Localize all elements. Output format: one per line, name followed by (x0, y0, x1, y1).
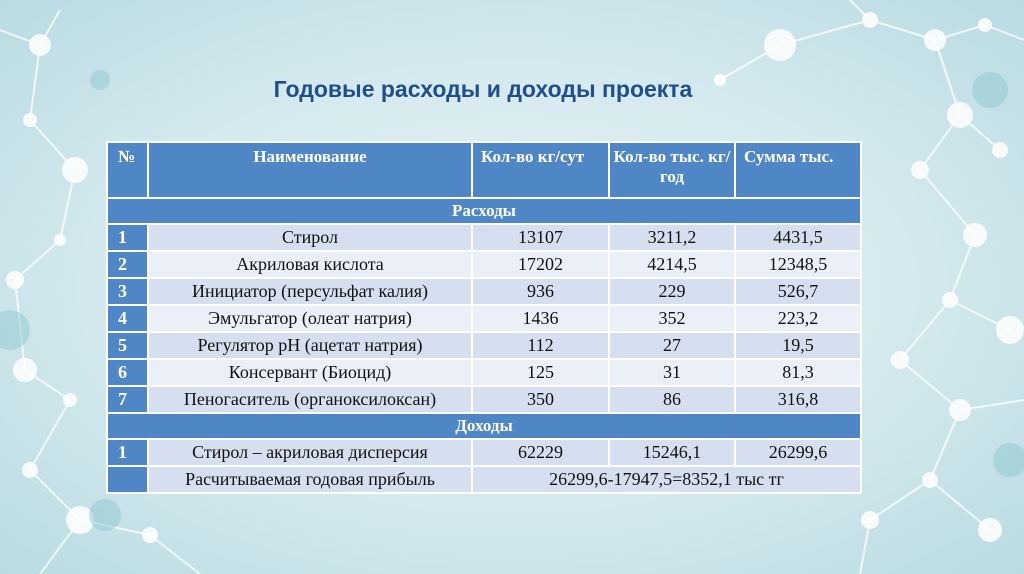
table-row (107, 439, 861, 466)
row-name: Акриловая кислота (148, 251, 472, 278)
row-number: 7 (107, 386, 148, 413)
row-sum: 4431,5 (735, 224, 861, 251)
section-label: Расходы (107, 198, 861, 224)
section-label: Доходы (107, 413, 861, 439)
row-number: 3 (107, 278, 148, 305)
table-row (107, 332, 861, 359)
row-number: 2 (107, 251, 148, 278)
table-row (107, 251, 861, 278)
row-per-day: 350 (472, 386, 609, 413)
page-title: Годовые расходы и доходы проекта (273, 76, 693, 102)
row-per-year: 15246,1 (609, 439, 735, 466)
header-per-day: Кол-во кг/сут (472, 142, 609, 198)
profit-value: 26299,6-17947,5=8352,1 тыс тг (472, 466, 861, 493)
row-name: Инициатор (персульфат калия) (148, 278, 472, 305)
row-per-day: 13107 (472, 224, 609, 251)
table-row (107, 386, 861, 413)
row-sum: 223,2 (735, 305, 861, 332)
row-per-year: 4214,5 (609, 251, 735, 278)
row-per-day: 62229 (472, 439, 609, 466)
header-name: Наименование (148, 142, 472, 198)
row-number: 1 (107, 439, 148, 466)
row-number: 6 (107, 359, 148, 386)
profit-row (107, 466, 861, 493)
row-name: Эмульгатор (олеат натрия) (148, 305, 472, 332)
profit-label: Расчитываемая годовая прибыль (148, 466, 472, 493)
table-row (107, 305, 861, 332)
row-sum: 19,5 (735, 332, 861, 359)
row-sum: 526,7 (735, 278, 861, 305)
expenses-income-table (106, 141, 862, 494)
row-sum: 81,3 (735, 359, 861, 386)
header-sum: Сумма тыс. (735, 142, 861, 198)
row-number: 5 (107, 332, 148, 359)
row-name: Стирол – акриловая дисперсия (148, 439, 472, 466)
table-row (107, 359, 861, 386)
row-sum: 316,8 (735, 386, 861, 413)
row-per-year: 352 (609, 305, 735, 332)
row-per-year: 27 (609, 332, 735, 359)
row-per-year: 229 (609, 278, 735, 305)
row-per-day: 125 (472, 359, 609, 386)
row-name: Регулятор pH (ацетат натрия) (148, 332, 472, 359)
row-per-day: 1436 (472, 305, 609, 332)
row-number: 4 (107, 305, 148, 332)
row-number-empty (107, 466, 148, 493)
row-name: Стирол (148, 224, 472, 251)
table-header-row (107, 142, 861, 198)
row-per-day: 112 (472, 332, 609, 359)
section-expenses (107, 198, 861, 224)
row-per-day: 17202 (472, 251, 609, 278)
row-per-year: 3211,2 (609, 224, 735, 251)
header-per-year: Кол-во тыс. кг/год (609, 142, 735, 198)
row-sum: 26299,6 (735, 439, 861, 466)
row-name: Консервант (Биоцид) (148, 359, 472, 386)
section-income (107, 413, 861, 439)
row-per-year: 31 (609, 359, 735, 386)
row-per-day: 936 (472, 278, 609, 305)
row-number: 1 (107, 224, 148, 251)
table-row (107, 224, 861, 251)
table-row (107, 278, 861, 305)
row-per-year: 86 (609, 386, 735, 413)
header-number: № (107, 142, 148, 198)
row-sum: 12348,5 (735, 251, 861, 278)
row-name: Пеногаситель (органоксилоксан) (148, 386, 472, 413)
